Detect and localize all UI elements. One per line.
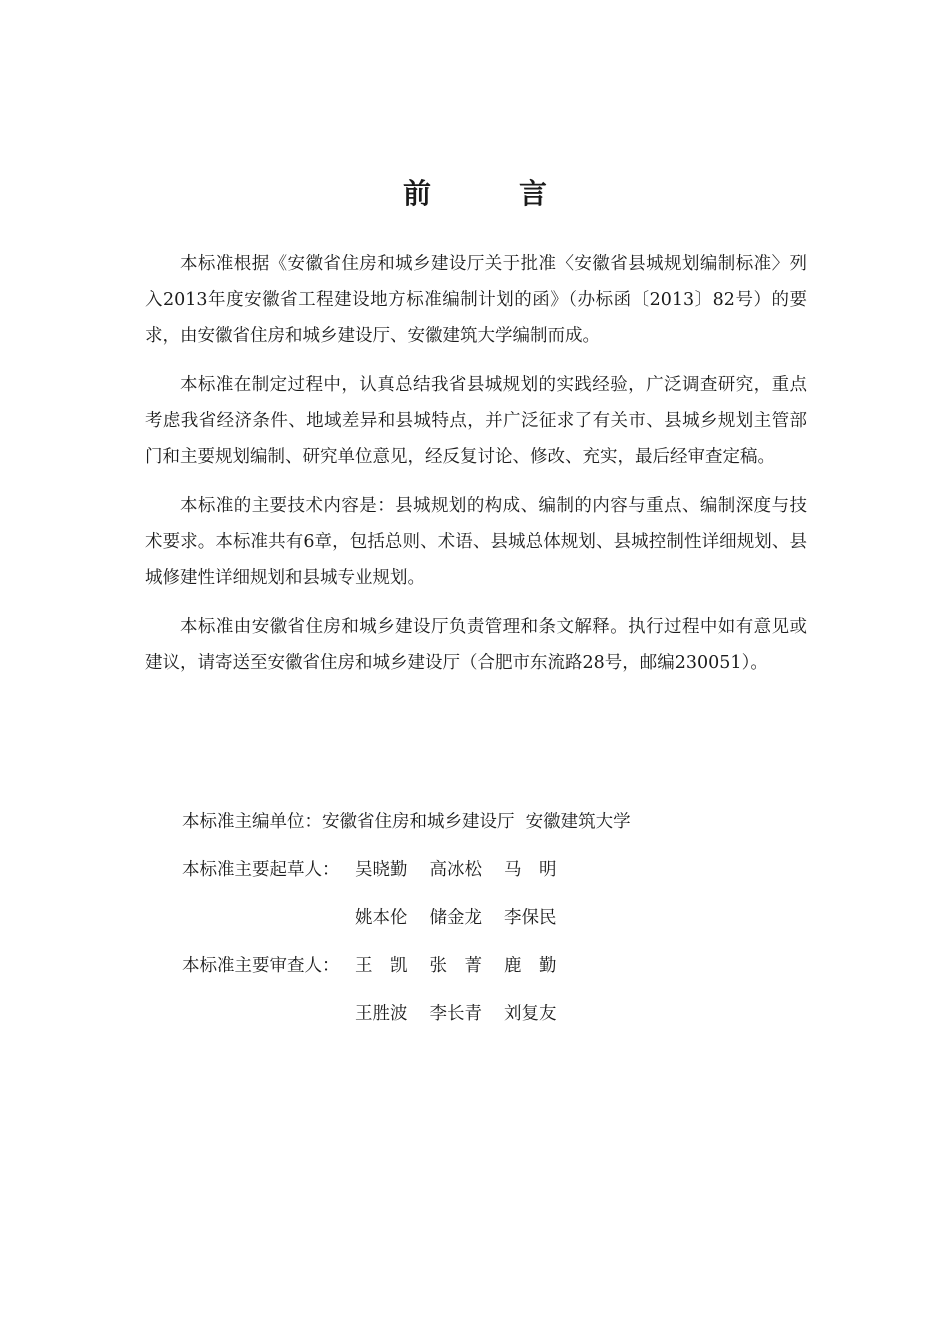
- editor-row: [182, 798, 782, 846]
- drafters-row-1: [182, 846, 782, 894]
- reviewer-name: 刘复友: [504, 1004, 557, 1024]
- drafters-label: 本标准主要起草人：: [182, 860, 340, 880]
- preface-body: [145, 246, 807, 694]
- reviewer-name: 李长青: [429, 1004, 482, 1024]
- drafter-name: 高冰松: [429, 860, 482, 880]
- reviewer-name: 鹿 勤: [504, 956, 557, 976]
- drafter-name: 姚本伦: [355, 908, 408, 928]
- page-title: 前 言: [402, 177, 577, 210]
- paragraph-3: 本标准的主要技术内容是：县城规划的构成、编制的内容与重点、编制深度与技术要求。本标准共有6章，包括总则、术语、县城总体规划、县城控制性详细规划、县城修建性详细规划和县城专业规划。: [145, 496, 807, 588]
- paragraph-1: 本标准根据《安徽省住房和城乡建设厅关于批准〈安徽省县城规划编制标准〉列入2013年度安徽省工程建设地方标准编制计划的函》（办标函〔2013〕82号）的要求，由安徽省住房和城乡建设厅、安徽建筑大学编制而成。: [145, 254, 807, 346]
- reviewers-label: 本标准主要审查人：: [182, 956, 340, 976]
- reviewer-name: 王胜波: [355, 1004, 408, 1024]
- reviewers-row-1: [182, 942, 782, 990]
- drafter-name: 吴晓勤: [355, 860, 408, 880]
- editor-value: 安徽省住房和城乡建设厅 安徽建筑大学: [322, 812, 631, 832]
- paragraph-4: 本标准由安徽省住房和城乡建设厅负责管理和条文解释。执行过程中如有意见或建议，请寄送至安徽省住房和城乡建设厅（合肥市东流路28号，邮编230051）。: [145, 617, 807, 673]
- reviewer-name: 王 凯: [355, 956, 408, 976]
- reviewer-name: 张 菁: [429, 956, 482, 976]
- paragraph-2: 本标准在制定过程中，认真总结我省县城规划的实践经验，广泛调查研究，重点考虑我省经济条件、地域差异和县城特点，并广泛征求了有关市、县城乡规划主管部门和主要规划编制、研究单位意见，经反复讨论、修改、充实，最后经审查定稿。: [145, 375, 807, 467]
- drafter-name: 马 明: [504, 860, 557, 880]
- editor-label: 本标准主编单位：: [182, 812, 322, 832]
- drafters-row-2: [182, 894, 782, 942]
- drafter-name: 储金龙: [429, 908, 482, 928]
- credits-section: [182, 798, 782, 1038]
- reviewers-row-2: [182, 990, 782, 1038]
- drafter-name: 李保民: [504, 908, 557, 928]
